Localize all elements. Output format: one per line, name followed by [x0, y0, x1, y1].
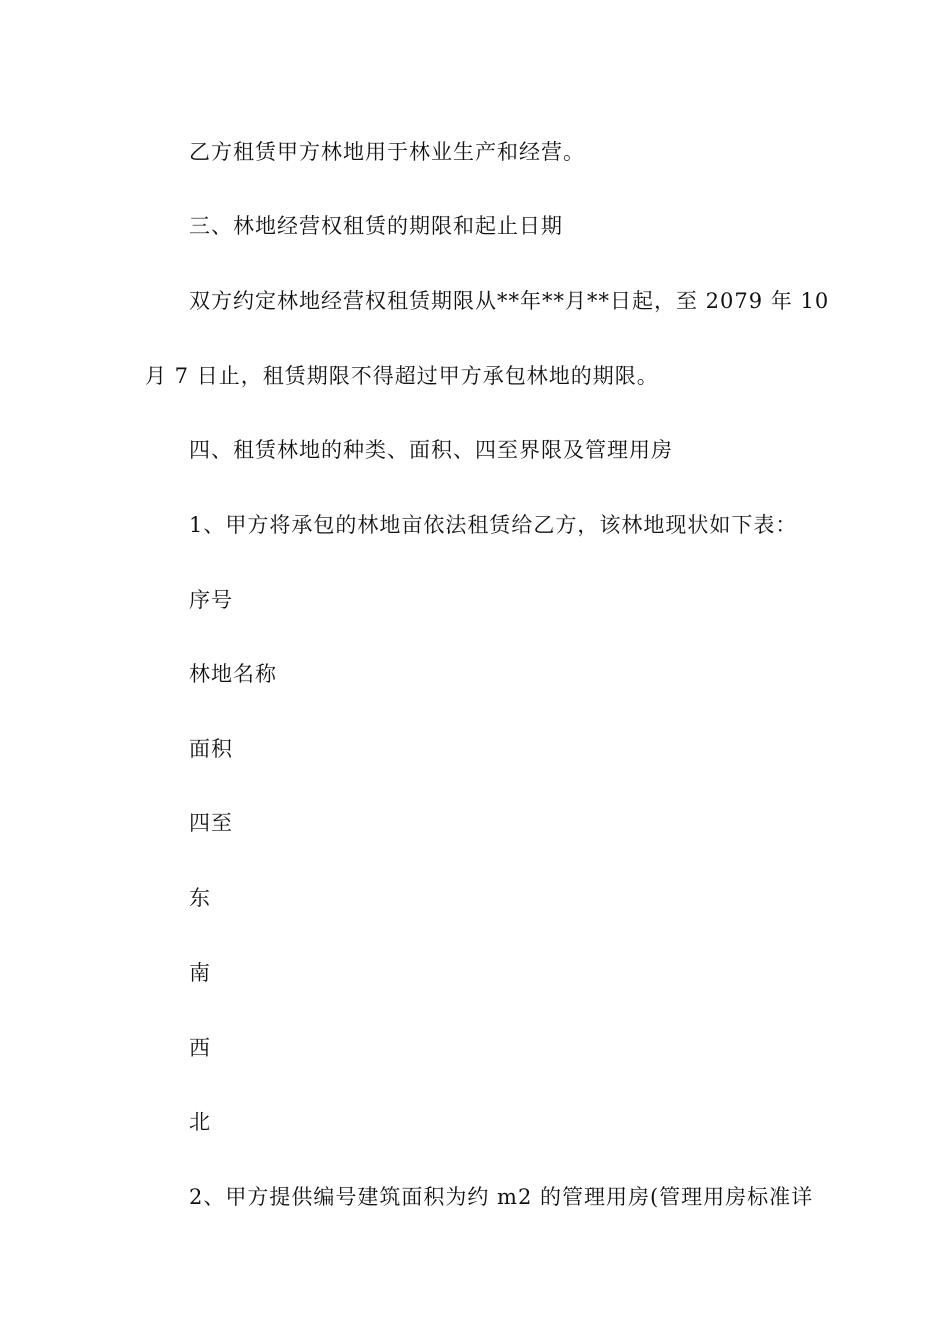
paragraph-term-line-1: 双方约定林地经营权租赁期限从**年**月**日起，至 2079 年 10 — [189, 289, 830, 313]
paragraph-item-2: 2、甲方提供编号建筑面积为约 m2 的管理用房(管理用房标准详 — [189, 1185, 814, 1209]
section-heading-4: 四、租赁林地的种类、面积、四至界限及管理用房 — [189, 438, 673, 462]
table-header-west: 西 — [189, 1036, 211, 1060]
table-header-east: 东 — [189, 886, 211, 910]
table-header-south: 南 — [189, 961, 211, 985]
table-header-name: 林地名称 — [189, 662, 277, 686]
table-header-serial: 序号 — [189, 588, 233, 612]
paragraph-term-line-2: 月 7 日止，租赁期限不得超过甲方承包林地的期限。 — [145, 364, 659, 388]
table-header-area: 面积 — [189, 737, 233, 761]
paragraph-item-1: 1、甲方将承包的林地亩依法租赁给乙方，该林地现状如下表： — [189, 513, 798, 537]
table-header-north: 北 — [189, 1110, 211, 1134]
paragraph-purpose: 乙方租赁甲方林地用于林业生产和经营。 — [189, 140, 585, 164]
section-heading-3: 三、林地经营权租赁的期限和起止日期 — [189, 214, 563, 238]
table-header-boundaries: 四至 — [189, 811, 233, 835]
